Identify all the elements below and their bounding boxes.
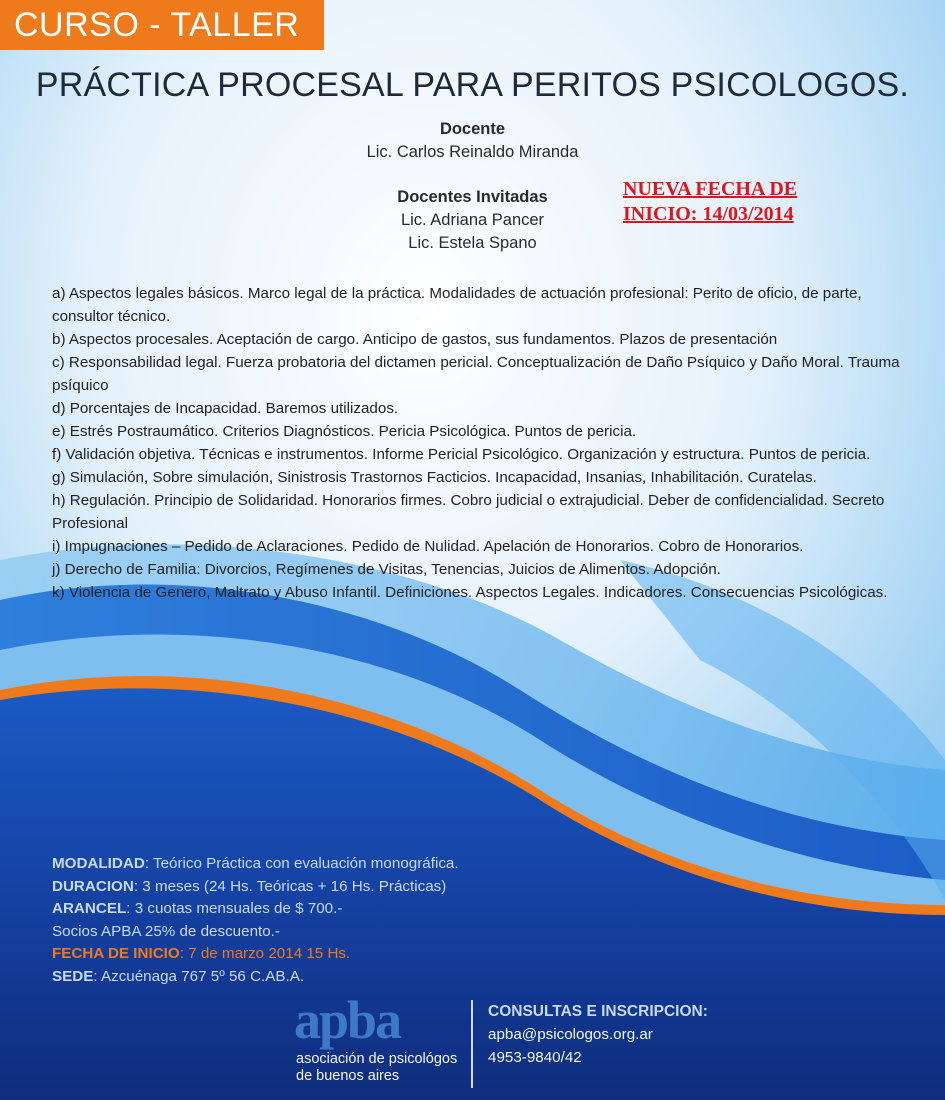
syllabus-item: b) Aspectos procesales. Aceptación de cargo. Anticipo de gastos, sus fundamentos. Plazos de presentación [52,331,778,348]
syllabus-item: k) Violencia de Genero, Maltrato y Abuso Infantil. Definiciones. Aspectos Legales. Indicadores. Consecuencias Psicológicas. [52,584,888,601]
page-title: PRÁCTICA PROCESAL PARA PERITOS PSICOLOGOS. [35,66,910,104]
fecha-label: FECHA DE INICIO [52,945,180,963]
contact-block [488,1000,788,1069]
syllabus-item: j) Derecho de Familia: Divorcios, Regímenes de Visitas, Tenencias, Juicios de Alimentos. Adopción. [52,561,721,578]
syllabus-item: g) Simulación, Sobre simulación, Sinistrosis Trastornos Facticios. Incapacidad, Insanias, Inhabilitación. Curatelas. [52,469,817,486]
contact-heading: CONSULTAS E INSCRIPCION: [488,1003,708,1020]
syllabus-item: f) Validación objetiva. Técnicas e instrumentos. Informe Pericial Psicológico. Organización y estructura. Puntos de pericia. [52,446,871,463]
syllabus-item: a) Aspectos legales básicos. Marco legal de la práctica. Modalidades de actuación profesional: Perito de oficio, de parte, consultor técnico. [52,285,862,325]
modalidad-label: MODALIDAD [52,855,145,872]
docente-section [0,118,945,164]
logo-subtitle-line: de buenos aires [296,1068,400,1084]
fecha-value: 7 de marzo 2014 15 Hs. [188,945,351,963]
invitadas-label: Docentes Invitadas [397,188,548,206]
duracion-value: 3 meses (24 Hs. Teóricas + 16 Hs. Prácticas) [142,877,447,895]
duracion-label: DURACION [52,877,134,895]
contact-phone: 4953-9840/42 [488,1049,582,1066]
arancel-label: ARANCEL [52,900,127,918]
contact-email[interactable]: apba@psicologos.org.ar [488,1026,653,1043]
arancel-row: ARANCEL: 3 cuotas mensuales de $ 700.- [52,900,343,918]
syllabus-item: d) Porcentajes de Incapacidad. Baremos utilizados. [52,400,399,417]
notice-line: NUEVA FECHA DE [623,178,798,200]
fecha-row: FECHA DE INICIO: 7 de marzo 2014 15 Hs. [52,945,351,963]
notice-line: INICIO: 14/03/2014 [623,203,794,225]
footer-divider [471,1000,473,1088]
modalidad-row: MODALIDAD: Teórico Práctica con evaluación monográfica. [52,855,459,872]
logo-subtitle-line: asociación de psicológos [296,1051,458,1067]
syllabus-item: e) Estrés Postraumático. Criterios Diagnósticos. Pericia Psicológica. Puntos de pericia. [52,423,637,440]
course-type-tag: CURSO - TALLER [0,0,324,50]
invitada-name: Lic. Estela Spano [408,234,537,252]
syllabus-list [52,282,922,604]
socios-discount: Socios APBA 25% de descuento.- [52,922,280,940]
new-start-date-notice [623,177,883,227]
apba-logo [292,990,467,1091]
course-info [52,853,572,989]
sede-value: Azcuénaga 767 5º 56 C.AB.A. [100,967,305,985]
docente-label: Docente [439,120,506,138]
logo-subtitle [296,1051,471,1085]
invitada-name: Lic. Adriana Pancer [400,211,545,229]
modalidad-value: Teórico Práctica con evaluación monográfica. [152,855,459,872]
docente-name: Lic. Carlos Reinaldo Miranda [366,143,579,161]
sede-label: SEDE [52,967,94,985]
syllabus-item: c) Responsabilidad legal. Fuerza probatoria del dictamen pericial. Conceptualización de Daño Psíquico y Daño Moral. Trauma psíquico [52,354,900,394]
sede-row: SEDE: Azcuénaga 767 5º 56 C.AB.A. [52,967,305,985]
syllabus-item: i) Impugnaciones – Pedido de Aclaraciones. Pedido de Nulidad. Apelación de Honorarios. Cobro de Honorarios. [52,538,804,555]
arancel-value: 3 cuotas mensuales de $ 700.- [134,900,343,918]
logo-wordmark: apba [294,990,401,1050]
duracion-row: DURACION: 3 meses (24 Hs. Teóricas + 16 Hs. Prácticas) [52,877,447,895]
syllabus-item: h) Regulación. Principio de Solidaridad. Honorarios firmes. Cobro judicial o extrajudicial. Deber de confidencialidad. Secreto Profesional [52,492,885,532]
